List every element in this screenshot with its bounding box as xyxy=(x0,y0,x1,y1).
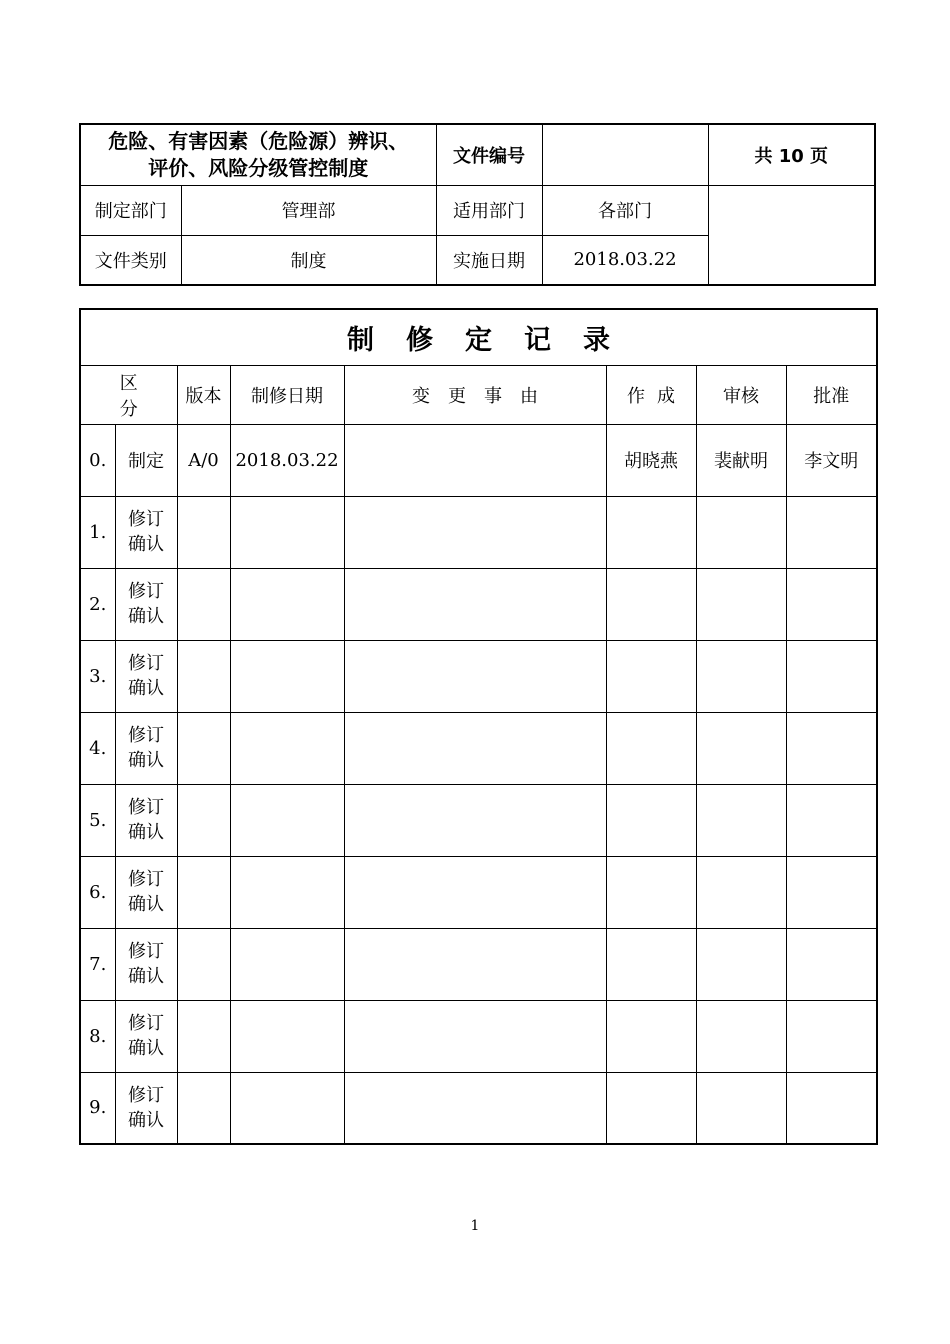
row-type-line2: 确认 xyxy=(128,534,164,555)
row-approver xyxy=(786,496,877,568)
row-author xyxy=(606,928,696,1000)
row-version xyxy=(177,640,230,712)
row-type-line1: 修订 xyxy=(128,869,164,890)
row-type-line2: 确认 xyxy=(128,822,164,843)
row-type xyxy=(115,496,177,568)
row-author: 胡晓燕 xyxy=(606,424,696,496)
row-type-line2: 确认 xyxy=(128,894,164,915)
row-approver xyxy=(786,856,877,928)
row-reviewer xyxy=(696,784,786,856)
row-reason xyxy=(344,712,606,784)
table-row xyxy=(80,856,877,928)
row-date xyxy=(230,496,344,568)
row-type xyxy=(115,1000,177,1072)
blank-cell xyxy=(708,185,875,285)
applicable-label: 适用部门 xyxy=(436,185,542,235)
row-reason xyxy=(344,568,606,640)
table-row xyxy=(80,784,877,856)
row-approver xyxy=(786,784,877,856)
row-author xyxy=(606,784,696,856)
table-row xyxy=(80,640,877,712)
row-type-line1: 修订 xyxy=(128,1084,164,1106)
row-version xyxy=(177,784,230,856)
document-header-table xyxy=(79,123,876,286)
row-type-line1: 修订 xyxy=(128,581,164,602)
row-reason xyxy=(344,928,606,1000)
row-author xyxy=(606,712,696,784)
row-type-line2: 确认 xyxy=(128,1109,164,1131)
col-header-version: 版本 xyxy=(177,365,230,424)
table-row xyxy=(80,568,877,640)
row-approver xyxy=(786,1000,877,1072)
row-reviewer xyxy=(696,1072,786,1144)
row-reviewer xyxy=(696,712,786,784)
col-header-date: 制修日期 xyxy=(230,365,344,424)
row-approver xyxy=(786,928,877,1000)
row-author xyxy=(606,640,696,712)
row-type-line1: 修订 xyxy=(128,509,164,530)
row-reviewer xyxy=(696,928,786,1000)
record-title: 制修定记录 xyxy=(80,309,877,365)
row-date xyxy=(230,784,344,856)
row-type xyxy=(115,568,177,640)
col-header-category: 区分 xyxy=(80,365,177,424)
type-label: 文件类别 xyxy=(80,235,181,285)
row-type-line2: 确认 xyxy=(128,678,164,699)
row-type-line2: 确认 xyxy=(128,606,164,627)
row-approver xyxy=(786,1072,877,1144)
row-author xyxy=(606,1000,696,1072)
row-version xyxy=(177,568,230,640)
row-reviewer xyxy=(696,640,786,712)
row-type xyxy=(115,928,177,1000)
col-header-author: 作成 xyxy=(606,365,696,424)
row-author xyxy=(606,856,696,928)
doc-number-value xyxy=(542,124,708,185)
applicable-value: 各部门 xyxy=(542,185,708,235)
row-reviewer xyxy=(696,496,786,568)
dept-label: 制定部门 xyxy=(80,185,181,235)
table-row xyxy=(80,496,877,568)
row-approver xyxy=(786,712,877,784)
row-version xyxy=(177,1000,230,1072)
row-number: 8. xyxy=(80,1000,115,1072)
date-value: 2018.03.22 xyxy=(542,235,708,285)
row-type xyxy=(115,640,177,712)
row-number: 5. xyxy=(80,784,115,856)
row-type: 制定 xyxy=(115,424,177,496)
row-type xyxy=(115,856,177,928)
row-number: 9. xyxy=(80,1072,115,1144)
row-reviewer xyxy=(696,1000,786,1072)
table-row xyxy=(80,424,877,496)
row-approver xyxy=(786,640,877,712)
row-date xyxy=(230,928,344,1000)
row-type xyxy=(115,784,177,856)
row-type-line1: 修订 xyxy=(128,1013,164,1034)
document-title xyxy=(80,124,436,185)
row-type-line1: 修订 xyxy=(128,653,164,674)
row-author xyxy=(606,496,696,568)
document-title-line1: 危险、有害因素（危险源）辨识、 xyxy=(108,128,409,153)
row-type-line2: 确认 xyxy=(128,750,164,771)
table-row xyxy=(80,928,877,1000)
revision-record-table xyxy=(79,308,878,1145)
row-version xyxy=(177,1072,230,1144)
row-type-line2: 确认 xyxy=(128,966,164,987)
row-date xyxy=(230,640,344,712)
row-type-line1: 修订 xyxy=(128,797,164,818)
col-header-reviewer: 审核 xyxy=(696,365,786,424)
row-reason xyxy=(344,784,606,856)
row-author xyxy=(606,568,696,640)
row-version xyxy=(177,856,230,928)
row-reason xyxy=(344,856,606,928)
col-header-approver: 批准 xyxy=(786,365,877,424)
row-approver xyxy=(786,568,877,640)
row-version xyxy=(177,496,230,568)
row-reviewer: 裴献明 xyxy=(696,424,786,496)
row-type-line1: 修订 xyxy=(128,941,164,962)
row-type-line2: 确认 xyxy=(128,1038,164,1059)
row-number: 2. xyxy=(80,568,115,640)
row-version xyxy=(177,928,230,1000)
row-date xyxy=(230,568,344,640)
row-reason xyxy=(344,1072,606,1144)
doc-number-label: 文件编号 xyxy=(436,124,542,185)
table-row xyxy=(80,1000,877,1072)
row-type-line1: 修订 xyxy=(128,725,164,746)
total-pages: 共 10 页 xyxy=(708,124,875,185)
row-number: 0. xyxy=(80,424,115,496)
row-type xyxy=(115,712,177,784)
dept-value: 管理部 xyxy=(181,185,436,235)
row-reason xyxy=(344,424,606,496)
type-value: 制度 xyxy=(181,235,436,285)
row-number: 3. xyxy=(80,640,115,712)
row-number: 1. xyxy=(80,496,115,568)
row-date xyxy=(230,1072,344,1144)
row-number: 4. xyxy=(80,712,115,784)
row-date xyxy=(230,1000,344,1072)
row-reason xyxy=(344,1000,606,1072)
document-title-line2: 评价、风险分级管控制度 xyxy=(148,155,369,180)
row-type xyxy=(115,1072,177,1144)
row-reviewer xyxy=(696,856,786,928)
row-reason xyxy=(344,640,606,712)
row-date xyxy=(230,712,344,784)
col-header-reason: 变更事由 xyxy=(344,365,606,424)
row-reason xyxy=(344,496,606,568)
table-row xyxy=(80,712,877,784)
date-label: 实施日期 xyxy=(436,235,542,285)
row-number: 7. xyxy=(80,928,115,1000)
row-version xyxy=(177,712,230,784)
row-date: 2018.03.22 xyxy=(230,424,344,496)
row-approver: 李文明 xyxy=(786,424,877,496)
page-number: 1 xyxy=(470,1218,480,1234)
row-author xyxy=(606,1072,696,1144)
row-number: 6. xyxy=(80,856,115,928)
row-date xyxy=(230,856,344,928)
row-version: A/0 xyxy=(177,424,230,496)
row-reviewer xyxy=(696,568,786,640)
table-row xyxy=(80,1072,877,1144)
